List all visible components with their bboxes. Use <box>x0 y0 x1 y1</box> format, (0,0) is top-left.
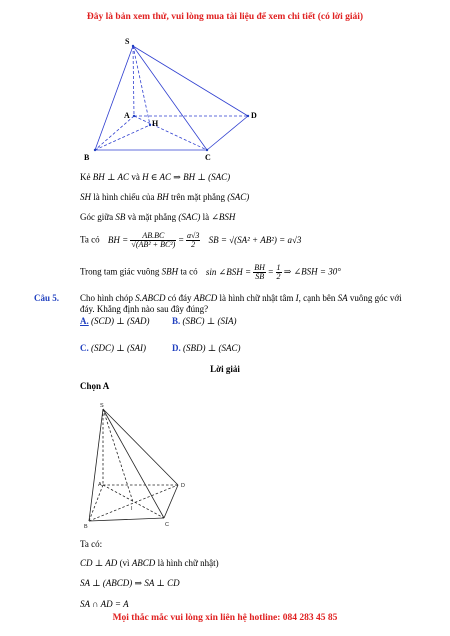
solution2-line-3: SA ∩ AD = A <box>80 599 129 609</box>
solution-heading: Lời giải <box>210 364 240 374</box>
fig2-vertex-c-label: C <box>165 522 169 528</box>
vertex-b-label: B <box>84 153 90 162</box>
solution-line-2: SH là hình chiếu của BH trên mặt phẳng (SAC) <box>80 192 250 202</box>
solution-line-4: Ta có BH = $\frac{AB.BC}{\text{√(AB² + BC²)}}$ = $\frac{a√3}{2}$ SB = √(SA² + AB²) = a√3 <box>80 231 302 249</box>
option-d: D. (SBD) ⊥ (SAC) <box>172 343 241 353</box>
option-c: C. (SDC) ⊥ (SAI) <box>80 343 146 353</box>
question-text-line-2: đáy. Khẳng định nào sau đây đúng? <box>80 304 209 314</box>
solution2-line-2: SA ⊥ (ABCD) ⇒ SA ⊥ CD <box>80 578 180 588</box>
solution2-intro: Ta có: <box>80 539 103 549</box>
fig2-vertex-b-label: B <box>84 524 88 528</box>
preview-banner: Đây là bản xem thử, vui lòng mua tài liệu để xem chi tiết (có lời giải) <box>86 12 364 22</box>
solution-line-5: Trong tam giác vuông SBH ta có sin ∠BSH = $\frac{BH}{SB}$ = $\frac{1}{2}$ ⇒ ∠BSH = 30° <box>80 263 341 281</box>
pyramid-figure-1 <box>0 35 450 215</box>
chosen-answer: Chọn A <box>80 381 110 391</box>
fig2-vertex-s-label: S <box>100 403 104 409</box>
solution-line-1: Kẻ BH ⊥ AC và H ∈ AC ⇒ BH ⊥ (SAC) <box>80 172 231 182</box>
vertex-s-label: S <box>125 37 130 46</box>
solution-line-3: Góc giữa SB và mặt phẳng (SAC) là ∠BSH <box>80 212 236 222</box>
fig2-vertex-d-label: D <box>181 483 185 489</box>
option-b: B. (SBC) ⊥ (SIA) <box>172 316 237 326</box>
option-a: A. (SCD) ⊥ (SAD) <box>80 316 150 326</box>
vertex-d-label: D <box>251 111 257 120</box>
fig2-center-i-label: I <box>131 506 133 512</box>
vertex-a-label: A <box>124 111 130 120</box>
hotline-banner: Mọi thắc mắc vui lòng xin liên hệ hotline: 084 283 45 85 <box>112 613 338 623</box>
question-text-line-1: Cho hình chóp S.ABCD có đáy ABCD là hình chữ nhật tâm I, cạnh bên SA vuông góc với <box>80 293 402 303</box>
vertex-c-label: C <box>205 153 211 162</box>
question-label: Câu 5. <box>34 293 60 303</box>
fig2-vertex-a-label: A <box>98 482 102 488</box>
solution2-line-1: CD ⊥ AD (vì ABCD là hình chữ nhật) <box>80 558 219 568</box>
pyramid-figure-2 <box>0 398 450 528</box>
vertex-h-label: H <box>152 119 159 128</box>
